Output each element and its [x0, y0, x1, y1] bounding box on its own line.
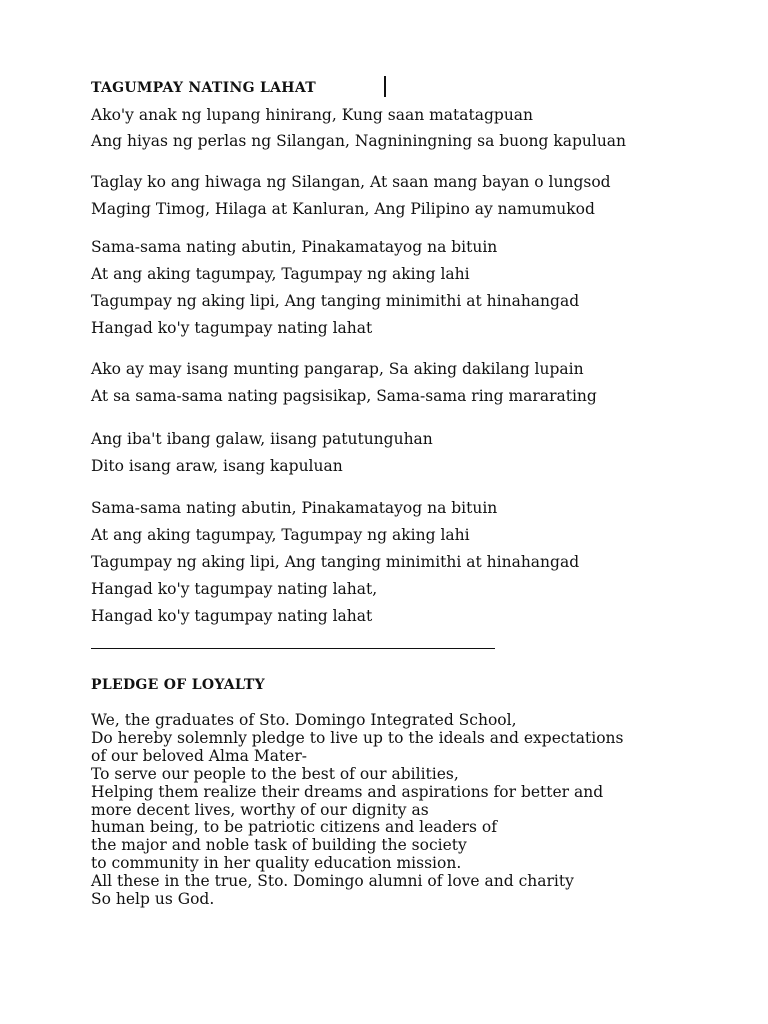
song-line: Tagumpay ng aking lipi, Ang tanging minimithi at hinahangad [91, 292, 580, 310]
song-line: At ang aking tagumpay, Tagumpay ng aking lahi [91, 265, 470, 283]
text-cursor [384, 76, 386, 97]
pledge-line: Do hereby solemnly pledge to live up to the ideals and expectations [91, 728, 624, 747]
song-line: Hangad ko'y tagumpay nating lahat, [91, 580, 378, 598]
pledge-title: PLEDGE OF LOYALTY [91, 677, 265, 693]
song-line: Ang hiyas ng perlas ng Silangan, Nagniningning sa buong kapuluan [91, 132, 627, 150]
song-line: At sa sama-sama nating pagsisikap, Sama-sama ring mararating [91, 387, 597, 405]
pledge-line: To serve our people to the best of our abilities, [91, 764, 459, 783]
song-line: At ang aking tagumpay, Tagumpay ng aking lahi [91, 526, 470, 544]
pledge-line: more decent lives, worthy of our dignity as [91, 800, 429, 819]
pledge-line: Helping them realize their dreams and aspirations for better and [91, 782, 604, 801]
pledge-line: All these in the true, Sto. Domingo alumni of love and charity [91, 872, 574, 891]
section-divider [91, 648, 495, 649]
song-line: Sama-sama nating abutin, Pinakamatayog na bituin [91, 238, 498, 256]
pledge-line: human being, to be patriotic citizens and leaders of [91, 818, 497, 837]
song-line: Taglay ko ang hiwaga ng Silangan, At saan mang bayan o lungsod [91, 173, 611, 191]
pledge-line: the major and noble task of building the society [91, 836, 467, 855]
song-line: Ang iba't ibang galaw, iisang patutunguhan [91, 430, 433, 448]
song-line: Sama-sama nating abutin, Pinakamatayog na bituin [91, 499, 498, 517]
pledge-line: to community in her quality education mission. [91, 854, 462, 873]
song-line: Hangad ko'y tagumpay nating lahat [91, 607, 373, 625]
song-title: TAGUMPAY NATING LAHAT [91, 80, 316, 96]
pledge-line: We, the graduates of Sto. Domingo Integrated School, [91, 711, 517, 729]
song-line: Tagumpay ng aking lipi, Ang tanging minimithi at hinahangad [91, 553, 580, 571]
pledge-line: So help us God. [91, 890, 215, 909]
song-line: Ako ay may isang munting pangarap, Sa aking dakilang lupain [91, 360, 584, 378]
pledge-body [91, 712, 701, 909]
song-line: Dito isang araw, isang kapuluan [91, 457, 343, 475]
song-line: Hangad ko'y tagumpay nating lahat [91, 319, 373, 337]
song-line: Maging Timog, Hilaga at Kanluran, Ang Pilipino ay namumukod [91, 200, 595, 218]
song-line: Ako'y anak ng lupang hinirang, Kung saan matatagpuan [91, 106, 534, 124]
pledge-line: of our beloved Alma Mater- [91, 746, 307, 765]
